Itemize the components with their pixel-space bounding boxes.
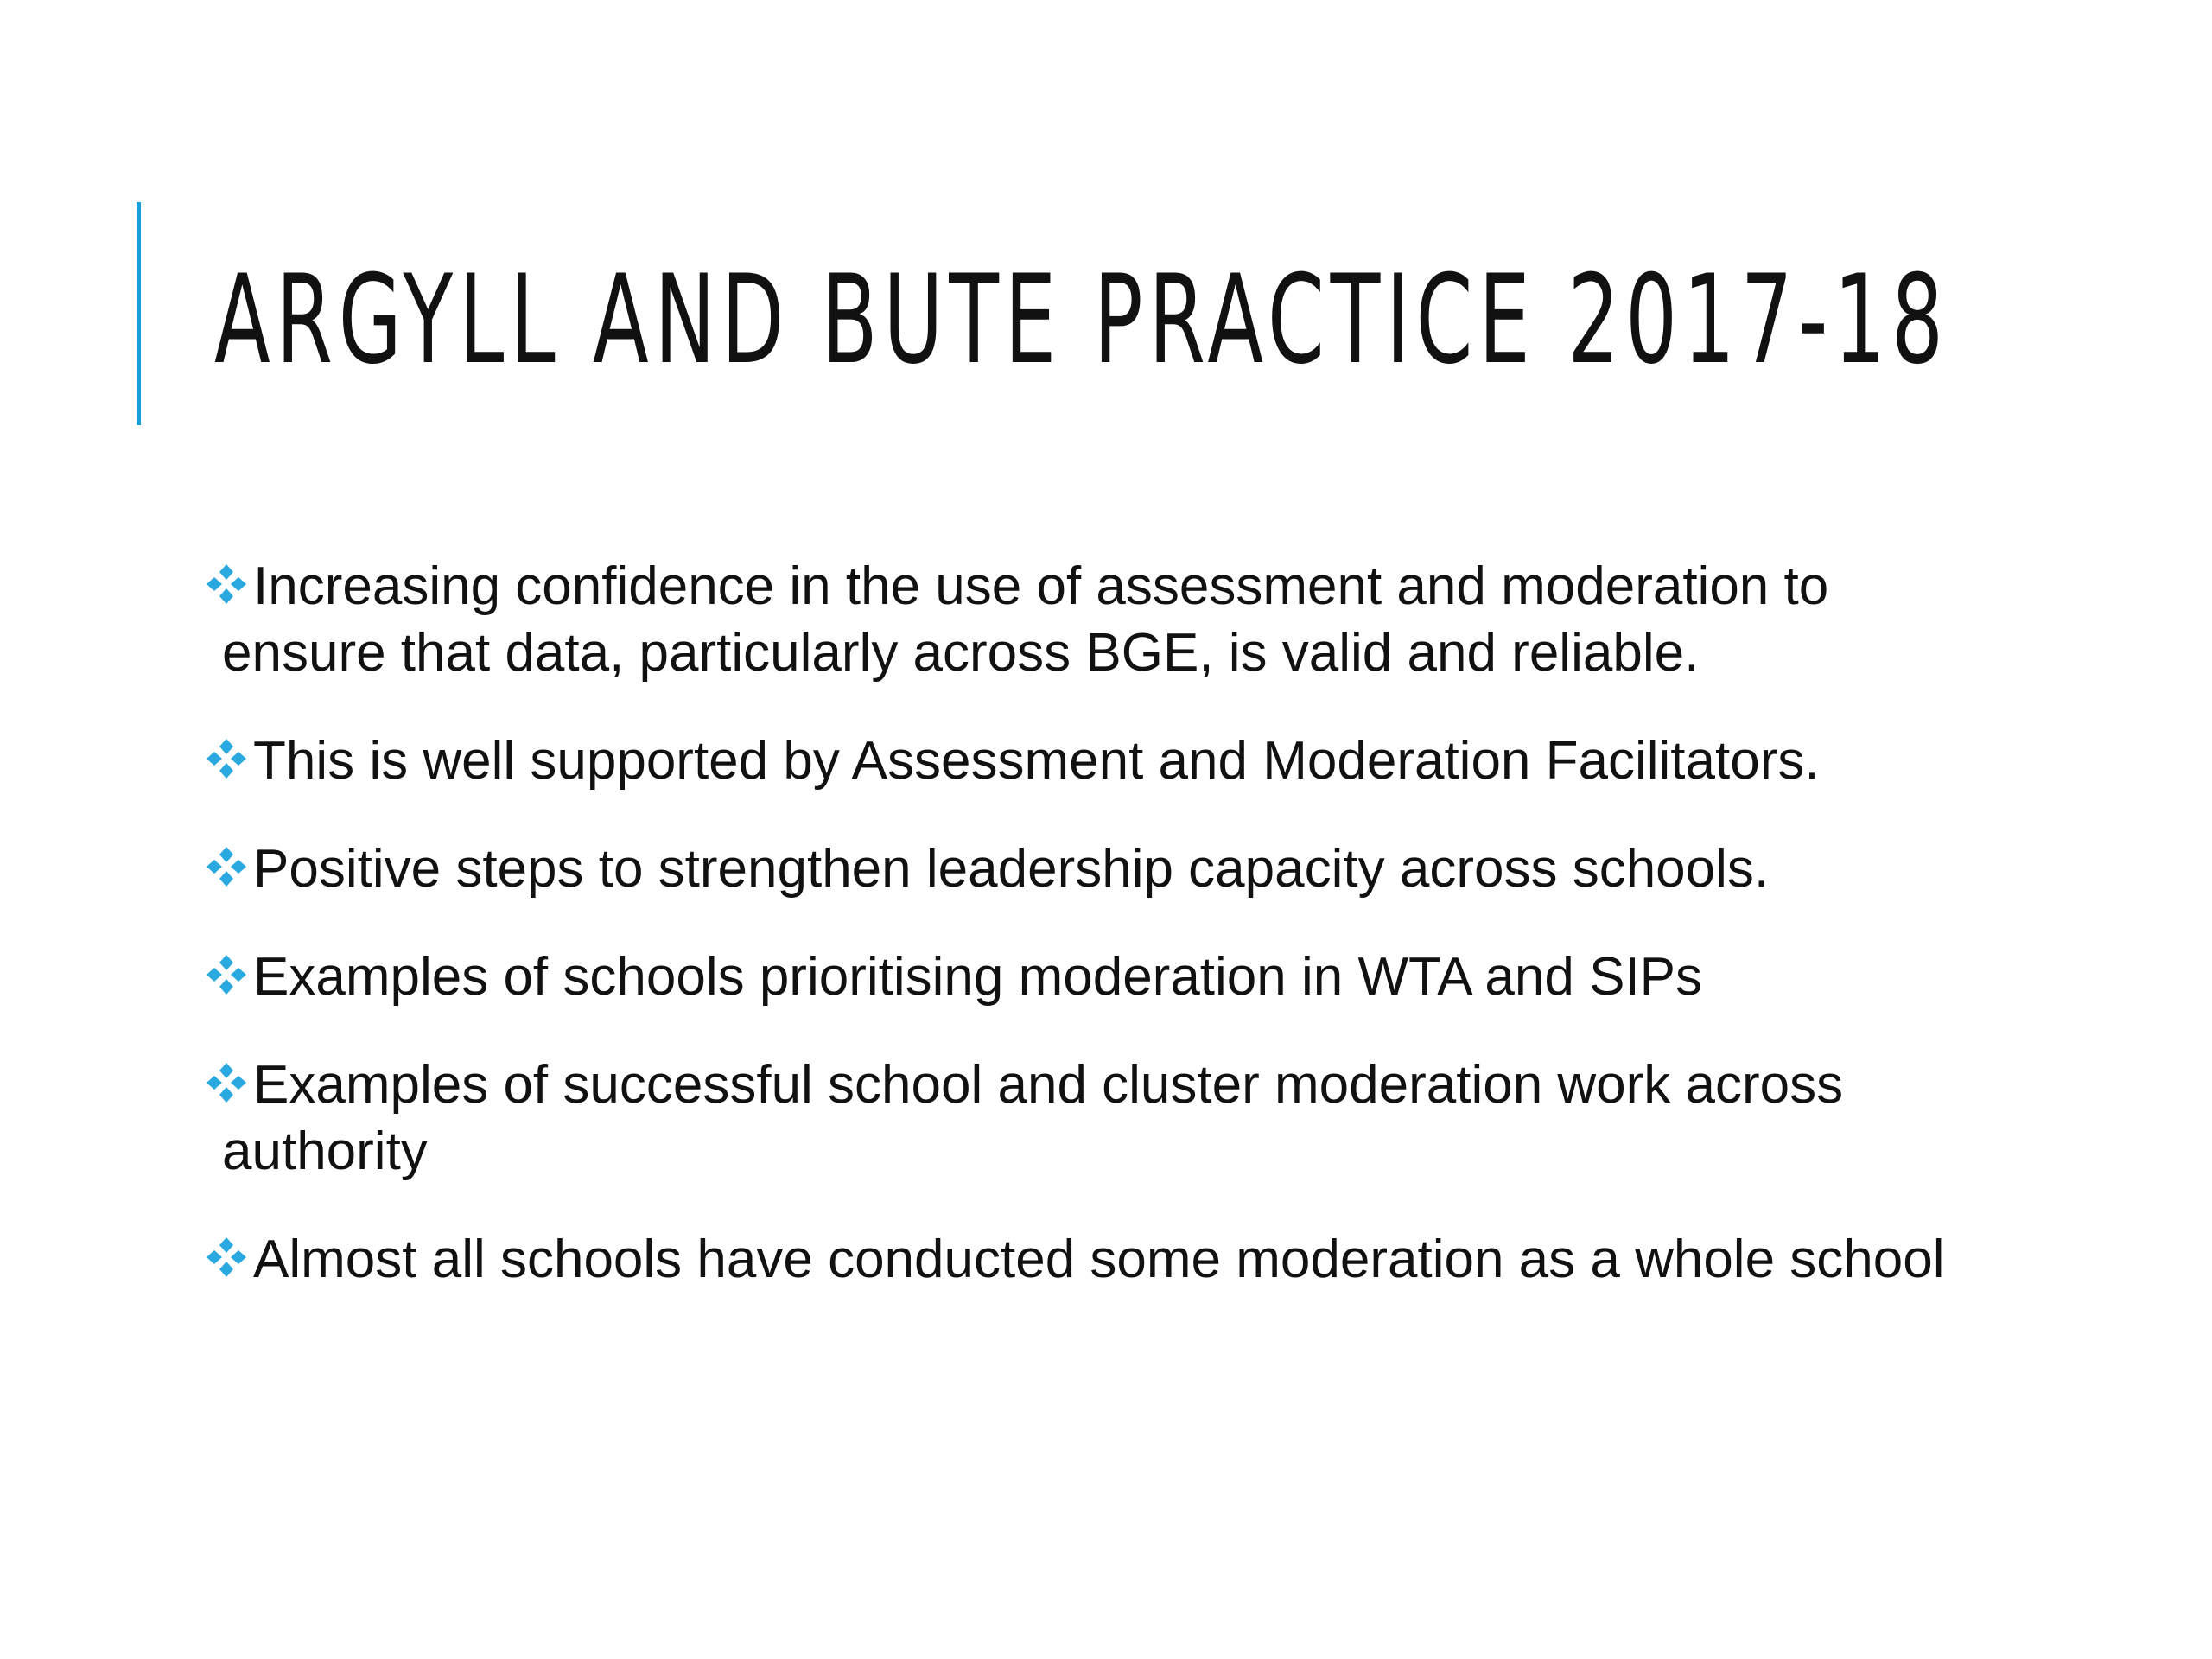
bullet-item xyxy=(203,1052,2000,1185)
bullet-item xyxy=(203,944,2000,1010)
bullet-text: Increasing confidence in the use of assessment and moderation to ensure that data, particularly across BGE, is valid and reliable. xyxy=(222,556,1829,683)
four-diamond-bullet-icon xyxy=(203,735,250,782)
four-diamond-bullet-icon xyxy=(203,1234,250,1281)
title-accent-bar xyxy=(137,202,141,425)
four-diamond-bullet-icon xyxy=(203,1059,250,1106)
bullet-text: This is well supported by Assessment and Moderation Facilitators. xyxy=(253,731,1820,791)
bullet-item xyxy=(203,728,2000,794)
four-diamond-bullet-icon xyxy=(203,951,250,998)
bullet-item xyxy=(203,553,2000,686)
bullet-item xyxy=(203,1226,2000,1293)
bullet-text: Positive steps to strengthen leadership capacity across schools. xyxy=(253,839,1770,899)
bullet-text: Examples of schools prioritising moderation in WTA and SIPs xyxy=(253,947,1703,1007)
slide-title: ARGYLL AND BUTE PRACTICE 2017-18 xyxy=(214,249,1949,391)
bullet-text: Almost all schools have conducted some moderation as a whole school xyxy=(253,1230,1945,1289)
bullet-item xyxy=(203,836,2000,902)
bullet-list xyxy=(203,553,2000,1334)
four-diamond-bullet-icon xyxy=(203,561,250,607)
bullet-text: Examples of successful school and cluster moderation work across authority xyxy=(222,1055,1844,1181)
four-diamond-bullet-icon xyxy=(203,843,250,890)
